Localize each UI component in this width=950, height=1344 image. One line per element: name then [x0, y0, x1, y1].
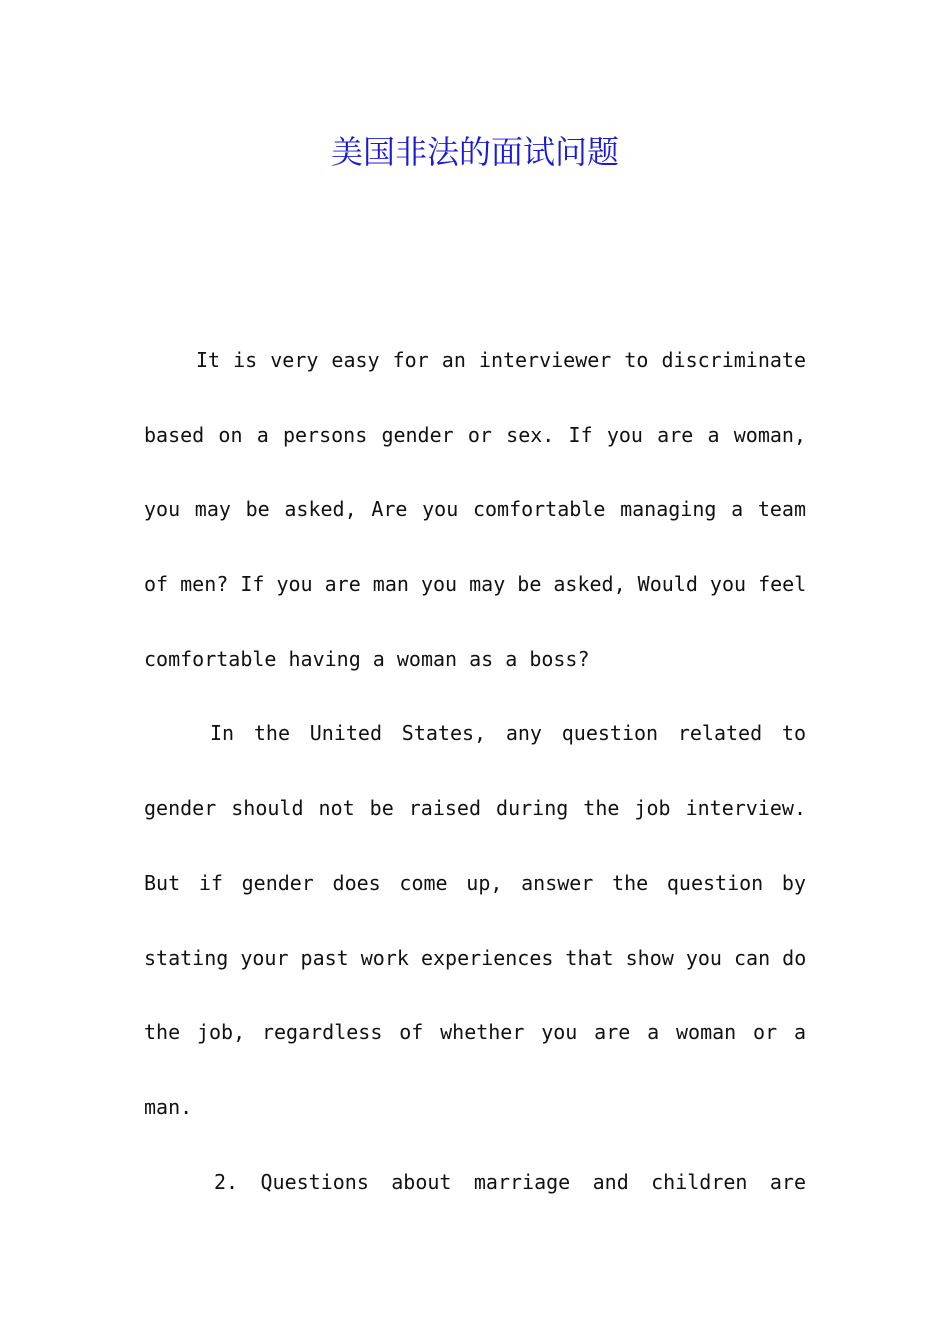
body-line-5: comfortable having a woman as a boss? [144, 647, 590, 671]
body-line-3: you may be asked, Are you comfortable managing a team [144, 497, 806, 521]
body-line-10: the job, regardless of whether you are a woman or a [144, 1020, 806, 1044]
body-line-8: But if gender does come up, answer the question by [144, 871, 806, 895]
body-line-1: It is very easy for an interviewer to discriminate [196, 348, 806, 372]
document-title: 美国非法的面试问题 [330, 133, 619, 171]
body-line-4: of men? If you are man you may be asked, Would you feel [144, 572, 807, 596]
body-line-7: gender should not be raised during the job interview. [144, 796, 806, 820]
body-line-11: man. [144, 1095, 193, 1119]
body-line-6: In the United States, any question related to [210, 721, 806, 745]
body-line-2: based on a persons gender or sex. If you are a woman, [144, 423, 806, 447]
body-line-12: 2. Questions about marriage and children are [214, 1170, 806, 1194]
body-line-9: stating your past work experiences that show you can do [144, 946, 807, 970]
